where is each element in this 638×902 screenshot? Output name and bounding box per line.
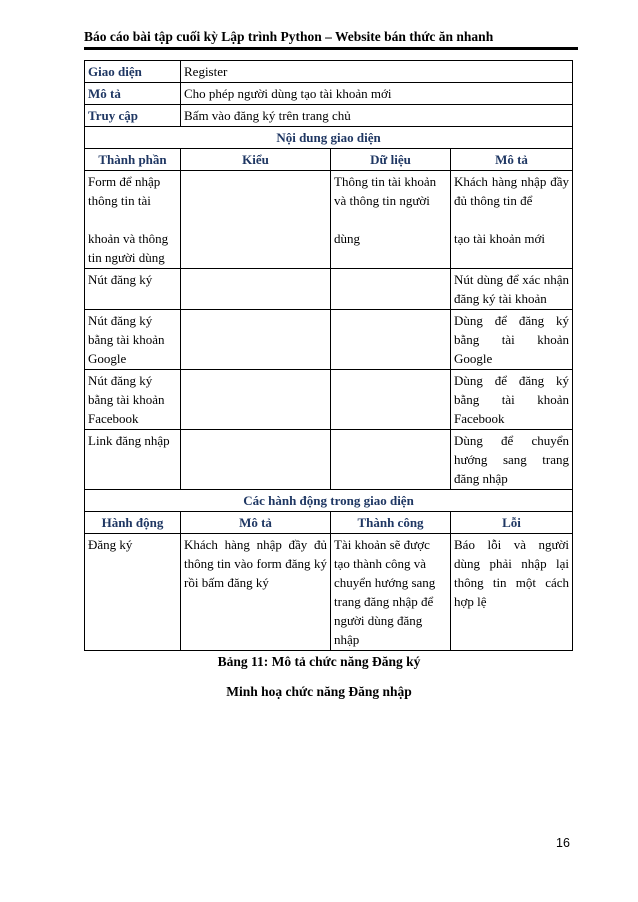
action-cell: Đăng ký <box>85 534 181 651</box>
desc-cell: Dùng để đăng ký bằng tài khoản Google <box>451 310 573 370</box>
data-cell <box>331 370 451 430</box>
section-heading: Minh hoạ chức năng Đăng nhập <box>226 684 412 699</box>
page-header-title: Báo cáo bài tập cuối kỳ Lập trình Python – Website bán thức ăn nhanh <box>84 29 494 44</box>
error-cell: Báo lỗi và người dùng phải nhập lại thông tin một cách hợp lệ <box>451 534 573 651</box>
page-number: 16 <box>556 836 570 850</box>
info-value: Bấm vào đăng ký trên trang chủ <box>181 105 573 127</box>
column-header: Hành động <box>85 512 181 534</box>
type-cell <box>181 370 331 430</box>
type-cell <box>181 269 331 310</box>
column-header: Dữ liệu <box>331 149 451 171</box>
data-cell <box>331 310 451 370</box>
component-cell: Link đăng nhập <box>85 430 181 490</box>
content-header-row <box>85 149 573 171</box>
actions-section-title: Các hành động trong giao diện <box>85 490 573 512</box>
component-cell: Nút đăng ký <box>85 269 181 310</box>
component-cell: Nút đăng ký bằng tài khoản Facebook <box>85 370 181 430</box>
column-header: Mô tả <box>181 512 331 534</box>
function-table <box>84 60 573 651</box>
info-label: Giao diện <box>85 61 181 83</box>
info-value: Cho phép người dùng tạo tài khoản mới <box>181 83 573 105</box>
column-header: Lỗi <box>451 512 573 534</box>
info-label: Truy cập <box>85 105 181 127</box>
desc-text: Khách hàng nhập đầy đủ thông tin để <box>454 174 570 208</box>
table-row <box>85 269 573 310</box>
type-cell <box>181 310 331 370</box>
table-row <box>85 370 573 430</box>
desc-cell: Dùng để đăng ký bằng tài khoản Facebook <box>451 370 573 430</box>
success-cell: Tài khoản sẽ được tạo thành công và chuyển hướng sang trang đăng nhập để người dùng đăng nhập <box>331 534 451 651</box>
table-caption: Bảng 11: Mô tả chức năng Đăng ký <box>217 654 421 669</box>
action-desc-cell: Khách hàng nhập đầy đủ thông tin vào form đăng ký rồi bấm đăng ký <box>181 534 331 651</box>
type-cell <box>181 171 331 269</box>
table-row <box>85 534 573 651</box>
column-header: Mô tả <box>451 149 573 171</box>
desc-cell: Dùng để chuyển hướng sang trang đăng nhập <box>451 430 573 490</box>
column-header: Kiểu <box>181 149 331 171</box>
data-cell <box>331 430 451 490</box>
data-cell <box>331 269 451 310</box>
info-row <box>85 61 573 83</box>
info-value: Register <box>181 61 573 83</box>
component-text-cont: khoản và thông tin người dùng <box>88 231 169 265</box>
data-text-cont: dùng <box>334 231 360 246</box>
table-row <box>85 310 573 370</box>
component-text: Form để nhập thông tin tài <box>88 174 161 208</box>
info-row <box>85 105 573 127</box>
content-section-title: Nội dung giao diện <box>85 127 573 149</box>
table-row <box>85 430 573 490</box>
table-row <box>85 171 573 269</box>
header-rule <box>84 47 578 50</box>
data-cell <box>331 171 451 269</box>
column-header: Thành phần <box>85 149 181 171</box>
desc-cell: Nút dùng để xác nhận đăng ký tài khoản <box>451 269 573 310</box>
info-row <box>85 83 573 105</box>
column-header: Thành công <box>331 512 451 534</box>
desc-cell <box>451 171 573 269</box>
type-cell <box>181 430 331 490</box>
component-cell <box>85 171 181 269</box>
info-label: Mô tả <box>85 83 181 105</box>
data-text: Thông tin tài khoản và thông tin người <box>334 174 437 208</box>
desc-text-cont: tạo tài khoản mới <box>454 231 545 246</box>
component-cell: Nút đăng ký bằng tài khoản Google <box>85 310 181 370</box>
actions-header-row <box>85 512 573 534</box>
